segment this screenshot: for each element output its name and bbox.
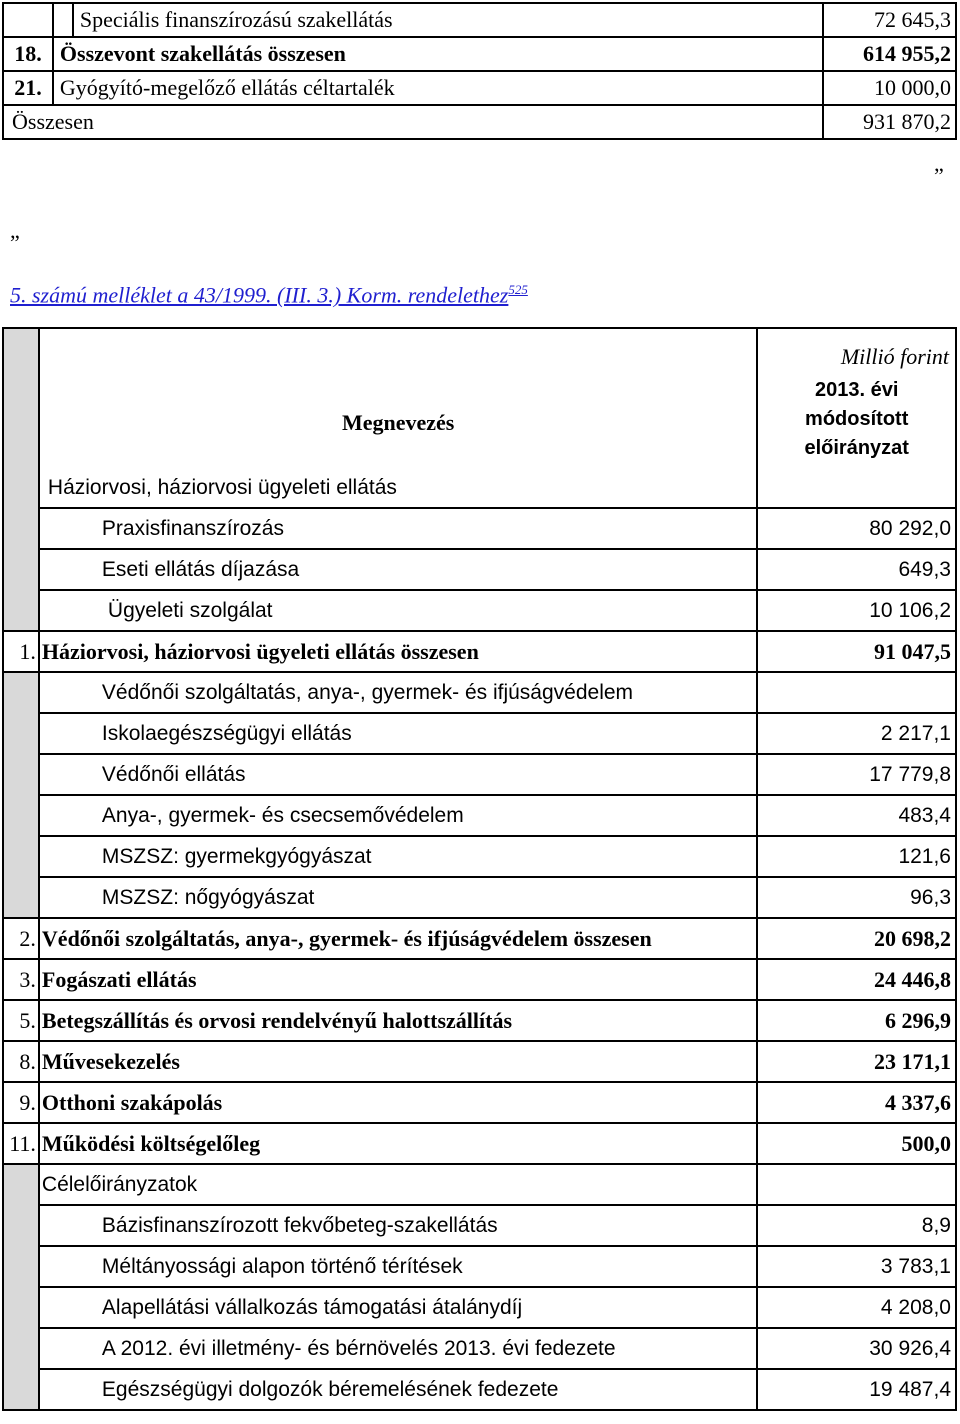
row-value: 931 870,2 [823,105,956,139]
table-row [3,1246,956,1287]
row-label: Anya-, gyermek- és csecsemővédelem [39,795,758,836]
table-row [3,71,956,105]
row-value: 483,4 [757,795,956,836]
row-label: Összevont szakellátás összesen [53,37,823,71]
row-value: 72 645,3 [823,3,956,37]
row-value: 19 487,4 [757,1369,956,1410]
section-title: Háziorvosi, háziorvosi ügyeleti ellátás [39,468,758,508]
row-label: Védőnői szolgáltatás, anya-, gyermek- és ifjúságvédelem összesen [39,918,758,959]
total-row [3,1082,956,1123]
row-value: 4 337,6 [757,1082,956,1123]
row-value: 3 783,1 [757,1246,956,1287]
heading-text[interactable]: 5. számú melléklet a 43/1999. (III. 3.) Korm. rendelethez [10,282,509,308]
total-row [3,631,956,672]
table-row [3,3,956,37]
total-row [3,1041,956,1082]
row-number: 1. [3,631,39,672]
row-label: MSZSZ: nőgyógyászat [39,877,758,918]
row-value: 4 208,0 [757,1287,956,1328]
column-header-name: Megnevezés [39,370,758,468]
table-row [3,508,956,549]
row-label: Speciális finanszírozású szakellátás [73,3,823,37]
table-row [3,1205,956,1246]
section-title-row [3,468,956,508]
row-label: Háziorvosi, háziorvosi ügyeleti ellátás összesen [39,631,758,672]
table-row [3,1328,956,1369]
row-value: 6 296,9 [757,1000,956,1041]
row-number: 3. [3,959,39,1000]
table-row [3,713,956,754]
row-value: 614 955,2 [823,37,956,71]
row-number: 9. [3,1082,39,1123]
table-row [3,549,956,590]
header-row [3,370,956,468]
row-value: 121,6 [757,836,956,877]
row-label: Otthoni szakápolás [39,1082,758,1123]
row-value: 91 047,5 [757,631,956,672]
row-value: 20 698,2 [757,918,956,959]
row-label: Iskolaegészségügyi ellátás [39,713,758,754]
row-label: Gyógyító-megelőző ellátás céltartalék [53,71,823,105]
total-row [3,1000,956,1041]
table-row [3,877,956,918]
row-number: 21. [3,71,53,105]
section-title-row [3,1164,956,1205]
table-row [3,836,956,877]
row-number: 18. [3,37,53,71]
row-number: 2. [3,918,39,959]
budget-table [2,327,957,1411]
row-value: 24 446,8 [757,959,956,1000]
section-title: Célelőirányzatok [39,1164,758,1205]
row-label: Ügyeleti szolgálat [39,590,758,631]
column-header-value: 2013. évi módosított előirányzat [757,370,956,468]
footnote-ref[interactable]: 525 [508,282,528,297]
table-row [3,105,956,139]
row-value: 500,0 [757,1123,956,1164]
table-row [3,1287,956,1328]
row-label: Fogászati ellátás [39,959,758,1000]
row-label: A 2012. évi illetmény- és bérnövelés 2013. évi fedezete [39,1328,758,1369]
row-value: 10 000,0 [823,71,956,105]
total-row [3,959,956,1000]
row-label: Méltányossági alapon történő térítések [39,1246,758,1287]
table-row [3,754,956,795]
row-value: 30 926,4 [757,1328,956,1369]
row-label: Alapellátási vállalkozás támogatási átalánydíj [39,1287,758,1328]
closing-quote: ” [934,163,944,188]
row-number: 8. [3,1041,39,1082]
opening-quote: „ [10,218,20,243]
table-row [3,1369,956,1410]
table-row [3,590,956,631]
row-label: MSZSZ: gyermekgyógyászat [39,836,758,877]
row-label: Praxisfinanszírozás [39,508,758,549]
row-value: 80 292,0 [757,508,956,549]
unit-label: Millió forint [757,328,956,370]
row-label: Védőnői ellátás [39,754,758,795]
row-value: 10 106,2 [757,590,956,631]
row-value: 96,3 [757,877,956,918]
row-label: Művesekezelés [39,1041,758,1082]
row-number: 5. [3,1000,39,1041]
previous-table [2,2,957,140]
row-label: Eseti ellátás díjazása [39,549,758,590]
annex-heading[interactable] [10,282,528,308]
section-title: Védőnői szolgáltatás, anya-, gyermek- és ifjúságvédelem [39,672,758,713]
row-number: 11. [3,1123,39,1164]
row-label: Működési költségelőleg [39,1123,758,1164]
row-label: Bázisfinanszírozott fekvőbeteg-szakellátás [39,1205,758,1246]
section-title-row [3,672,956,713]
row-value: 2 217,1 [757,713,956,754]
row-label: Betegszállítás és orvosi rendelvényű halottszállítás [39,1000,758,1041]
row-label: Összesen [3,105,823,139]
row-value: 8,9 [757,1205,956,1246]
row-value: 649,3 [757,549,956,590]
row-label: Egészségügyi dolgozók béremelésének fedezete [39,1369,758,1410]
total-row [3,1123,956,1164]
table-row [3,795,956,836]
row-value: 17 779,8 [757,754,956,795]
total-row [3,918,956,959]
header-row [3,328,956,370]
row-value: 23 171,1 [757,1041,956,1082]
table-row [3,37,956,71]
